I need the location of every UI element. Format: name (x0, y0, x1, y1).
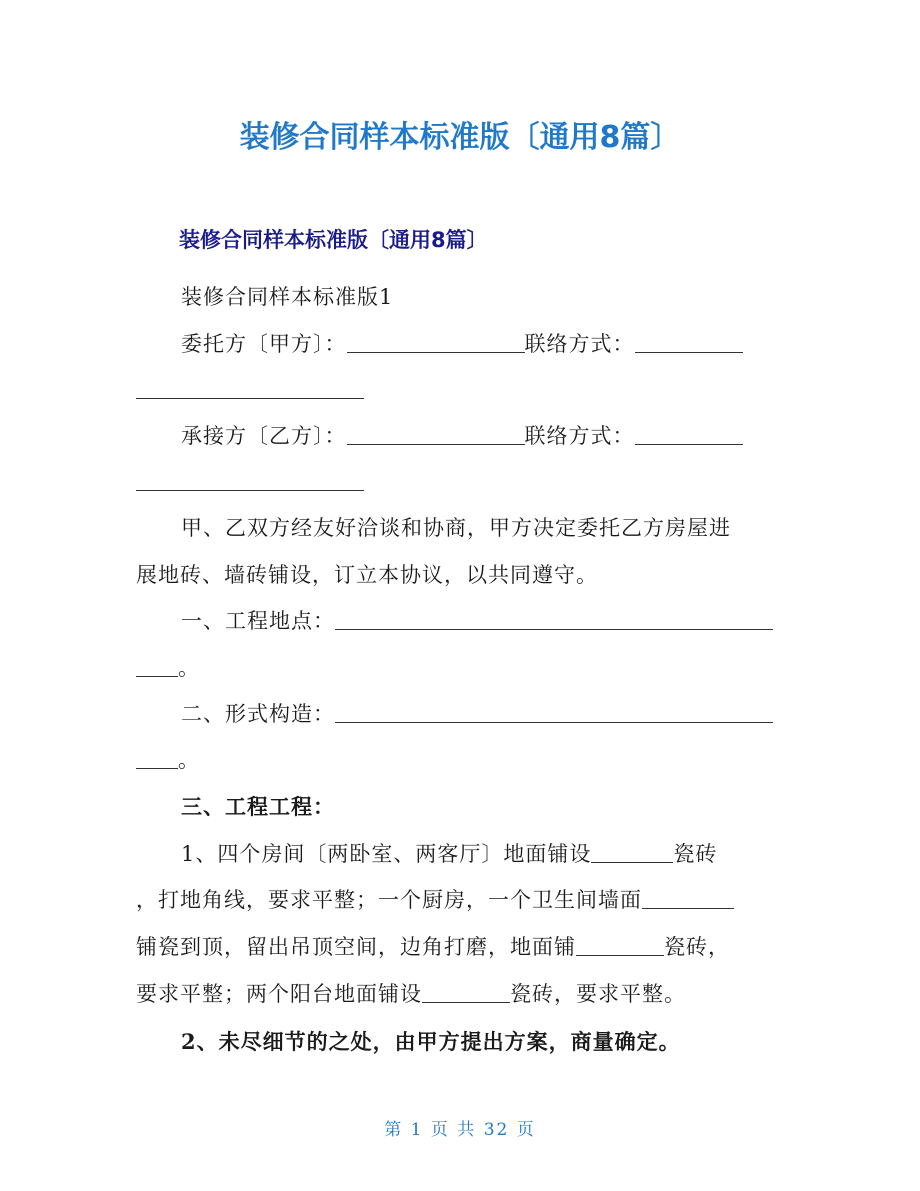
intro-line-1: 甲、乙双方经友好洽谈和协商，甲方决定委托乙方房屋进 (181, 516, 731, 540)
party-a-contact-blank (635, 332, 743, 353)
item-2-label: 二、形式构造： (181, 702, 335, 726)
item-2-continuation (136, 746, 786, 774)
item-2-blank (335, 702, 773, 723)
paragraph-1-line-2 (136, 886, 786, 914)
paragraph-1-text-g: 瓷砖，要求平整。 (510, 982, 686, 1006)
item-1-label: 一、工程地点： (181, 609, 335, 633)
party-a-line (181, 330, 831, 358)
intro-line-2: 展地砖、墙砖铺设，订立本协议，以共同遵守。 (136, 563, 598, 587)
paragraph-1-text-b: 瓷砖 (673, 842, 718, 866)
paragraph-1-line-1 (181, 840, 831, 868)
paragraph-1-text-a: 1、四个房间〔两卧室、两客厅〕地面铺设 (181, 842, 592, 866)
paragraph-1-blank-4 (422, 982, 510, 1003)
item-1-blank (335, 609, 773, 630)
party-b-contact-blank (635, 424, 743, 445)
item-1-end: 。 (178, 656, 200, 680)
page-footer: 第 1 页 共 32 页 (384, 1120, 536, 1140)
paragraph-1-blank-2 (642, 888, 734, 909)
party-a-label: 委托方〔甲方〕： (181, 332, 347, 356)
paragraph-1-text-e: 瓷砖， (664, 935, 730, 959)
party-a-name-blank (347, 332, 525, 353)
section-heading: 装修合同样本标准版1 (181, 285, 394, 309)
item-2-blank-cont (136, 748, 178, 769)
party-a-contact-blank-cont (136, 378, 364, 399)
item-2-end: 。 (178, 748, 200, 772)
paragraph-1-line-3 (136, 933, 786, 961)
party-b-continuation (136, 468, 786, 496)
paragraph-1-text-d: 铺瓷到顶，留出吊顶空间，边角打磨，地面铺 (136, 935, 576, 959)
item-3-heading: 三、工程工程： (181, 794, 335, 819)
paragraph-2: 2、未尽细节的之处，由甲方提出方案，商量确定。 (181, 1029, 681, 1054)
party-b-name-blank (347, 424, 525, 445)
paragraph-1-line-4 (136, 980, 786, 1008)
paragraph-1-text-c: ，打地角线，要求平整；一个厨房，一个卫生间墙面 (136, 888, 642, 912)
item-2-line (181, 700, 831, 728)
party-b-line (181, 422, 831, 450)
party-b-contact-label: 联络方式： (524, 424, 635, 448)
party-a-contact-label: 联络方式： (524, 332, 635, 356)
item-1-continuation (136, 654, 786, 682)
page-title: 装修合同样本标准版〔通用8篇〕 (239, 120, 681, 155)
paragraph-1-blank-3 (576, 935, 664, 956)
party-b-label: 承接方〔乙方〕： (181, 424, 347, 448)
party-b-contact-blank-cont (136, 470, 364, 491)
paragraph-1-text-f: 要求平整；两个阳台地面铺设 (136, 982, 422, 1006)
item-1-blank-cont (136, 656, 178, 677)
item-1-line (181, 607, 831, 635)
document-subtitle: 装修合同样本标准版〔通用8篇〕 (179, 228, 488, 252)
paragraph-1-blank-1 (591, 842, 673, 863)
party-a-continuation (136, 376, 786, 404)
